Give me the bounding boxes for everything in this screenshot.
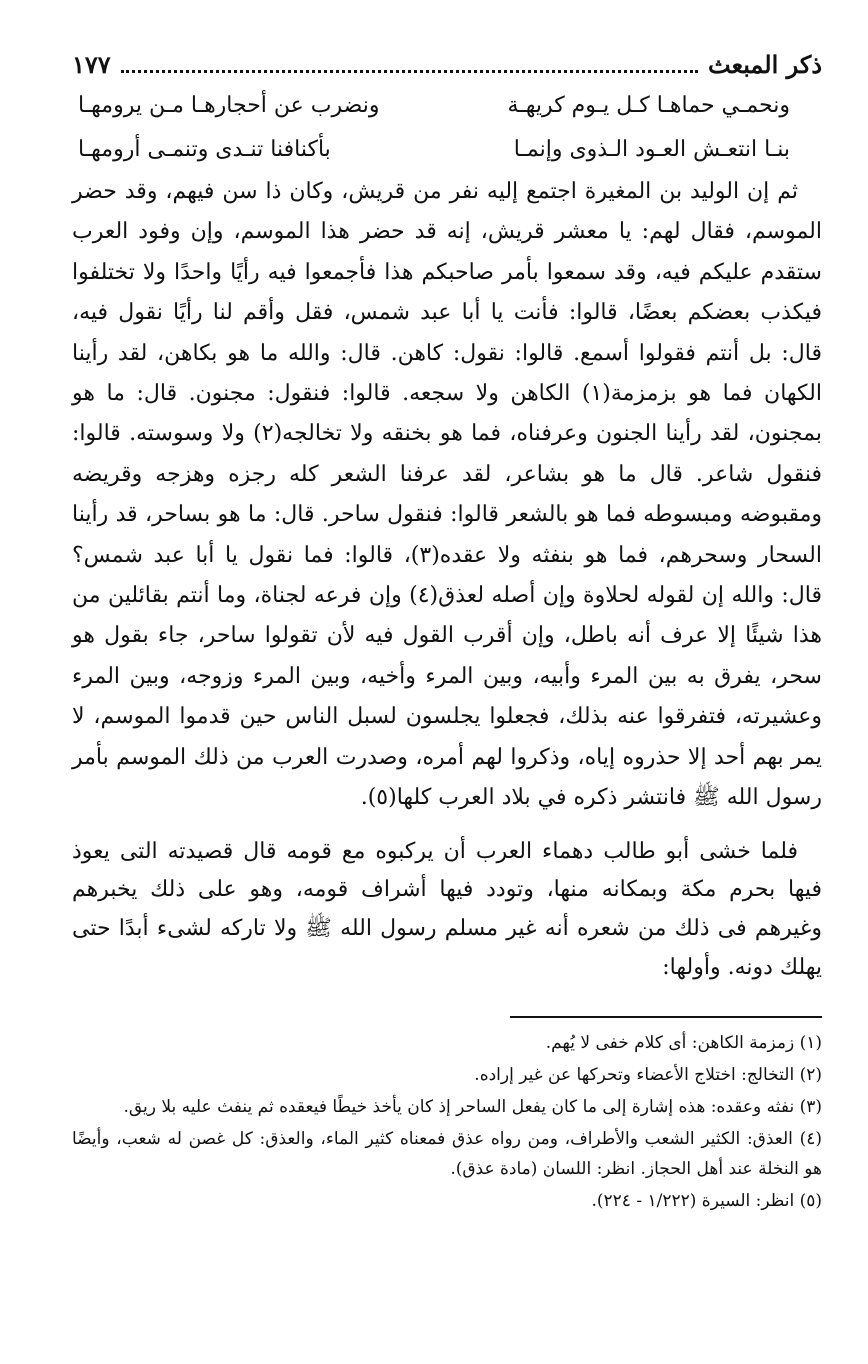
poem-verse	[72, 128, 822, 172]
poem-verse	[72, 84, 822, 128]
running-header	[72, 40, 822, 84]
body-text	[72, 172, 822, 988]
leader-dots	[121, 40, 698, 73]
poem-hemistich-second: ونضرب عن أحجارهـا مـن يرومهـا	[78, 93, 380, 118]
poem-hemistich-first: ونحمـي حماهـا كـل يـوم كريهـة	[507, 93, 790, 118]
footnote: (٢) التخالج: اختلاج الأعضاء وتحركها عن غير إراده.	[474, 1064, 822, 1085]
footnote-separator	[510, 1016, 822, 1018]
footnotes	[72, 1028, 822, 1216]
paragraph: فلما خشى أبو طالب دهماء العرب أن يركبوه مع قومه قال قصيدته التى يعوذ فيها بحرم مكة وبمكانه منها، وتودد فيها أشراف قومه، وهو على ذلك يخبرهم وغيرهم فى ذلك من شعره أنه غير مسلم رسول الله ﷺ ولا تاركه لشىء أبدًا حتى يهلك دونه. وأولها:	[72, 838, 822, 980]
footnote: (٣) نفثه وعقده: هذه إشارة إلى ما كان يفعل الساحر إذ كان يأخذ خيطًا فيعقده ثم ينفث عليه بلا ريق.	[123, 1096, 822, 1117]
poem-hemistich-second: بأكنافنا تنـدى وتنمـى أرومهـا	[78, 137, 331, 162]
book-page	[72, 40, 822, 1218]
page-number: ١٧٧	[72, 50, 111, 79]
footnote-separator-wrap	[72, 988, 822, 1018]
poem	[72, 84, 822, 172]
footnote: (٥) انظر: السيرة (١/٢٢٢ - ٢٢٤).	[591, 1190, 822, 1211]
footnote: (٤) العذق: الكثير الشعب والأطراف، ومن رواه عذق فمعناه كثير الماء، والعذق: كل غصن له شعب، وأيضًا هو النخلة عند أهل الحجاز. انظر: اللسان (مادة عذق).	[72, 1128, 822, 1179]
paragraph: ثم إن الوليد بن المغيرة اجتمع إليه نفر من قريش، وكان ذا سن فيهم، وقد حضر الموسم، فقال لهم: يا معشر قريش، إنه قد حضر هذا الموسم، وإن وفود العرب ستقدم عليكم فيه، وقد سمعوا بأمر صاحبكم هذا فأجمعوا فيه رأيًا واحدًا ولا تختلفوا فيكذب بعضكم بعضًا، قالوا: فأنت يا أبا عبد شمس، فقل وأقم لنا رأيًا نقول فيه، قال: بل أنتم فقولوا أسمع. قالوا: نقول: كاهن. قال: والله ما هو بكاهن، لقد رأينا الكهان فما هو بزمزمة(١) الكاهن ولا سجعه. قالوا: فنقول: مجنون. قال: ما هو بمجنون، لقد رأينا الجنون وعرفناه، فما هو بخنقه ولا تخالجه(٢) ولا وسوسته. قالوا: فنقول شاعر. قال ما هو بشاعر، لقد عرفنا الشعر كله رجزه وهزجه وقريضه ومقبوضه ومبسوطه فما هو بالشعر قالوا: فنقول ساحر. قال: ما هو بساحر، قد رأينا السحار وسحرهم، فما هو بنفثه ولا عقده(٣)، قالوا: فما نقول يا أبا عبد شمس؟ قال: والله إن لقوله لحلاوة وإن أصله لعذق(٤) وإن فرعه لجناة، وما أنتم بقائلين من هذا شيئًا إلا عرف أنه باطل، وإن أقرب القول فيه لأن تقولوا ساحر، جاء بقول هو سحر، يفرق به بين المرء وأبيه، وبين المرء وأخيه، وبين المرء وزوجه، وبين المرء وعشيرته، فتفرقوا عنه بذلك، فجعلوا يجلسون لسبل الناس حين قدموا الموسم، لا يمر بهم أحد إلا حذروه إياه، وذكروا لهم أمره، وصدرت العرب من ذلك الموسم بأمر رسول الله ﷺ فانتشر ذكره في بلاد العرب كلها(٥).	[72, 179, 823, 811]
footnote: (١) زمزمة الكاهن: أى كلام خفى لا يُهم.	[545, 1032, 822, 1053]
chapter-title: ذكر المبعث	[708, 50, 822, 79]
poem-hemistich-first: بنـا انتعـش العـود الـذوى وإنمـا	[513, 137, 790, 162]
